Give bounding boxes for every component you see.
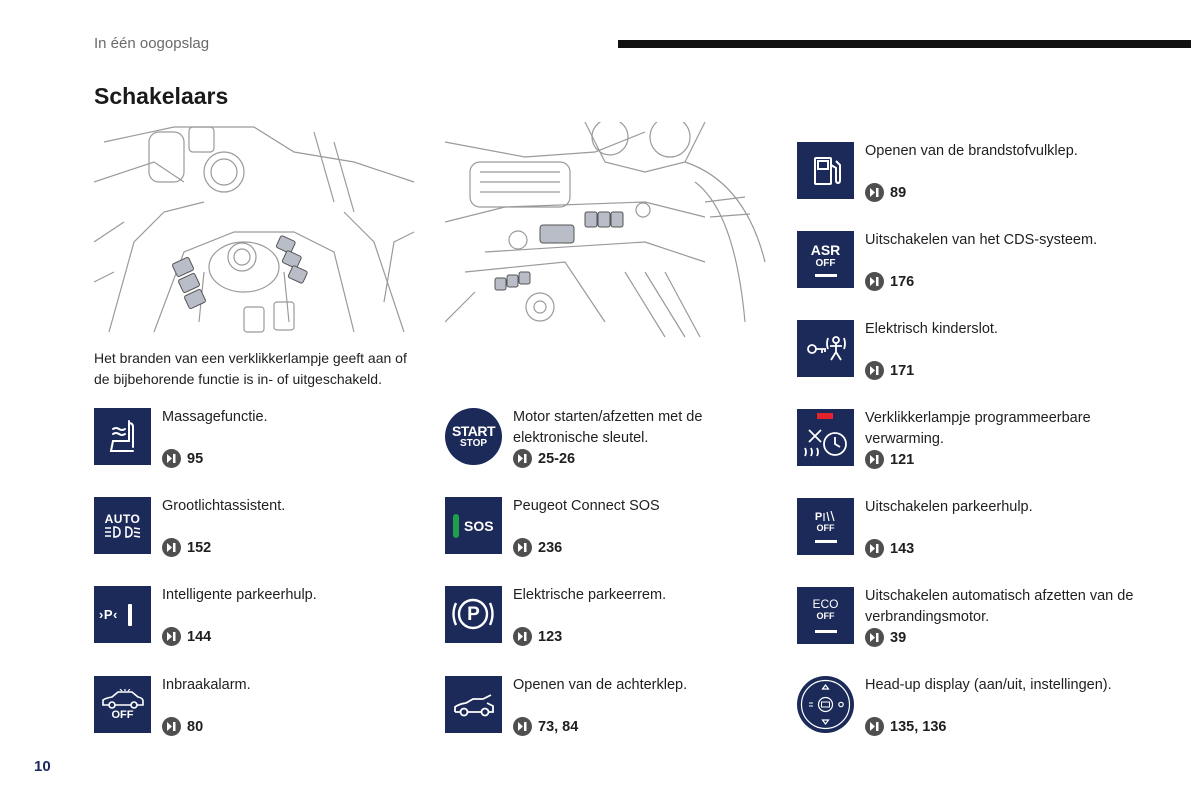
child-lock-icon[interactable] (797, 320, 854, 377)
item-label: Verklikkerlampje programmeerbare verwarming. (865, 410, 1091, 447)
page-ref-icon (865, 717, 884, 736)
item-label: Intelligente parkeerhulp. (162, 587, 317, 603)
page-ref-number: 89 (890, 184, 907, 201)
page-ref-icon (162, 717, 181, 736)
section-header: In één oogopslag (94, 35, 210, 52)
item-label: Elektrische parkeerrem. (513, 587, 667, 603)
item-programmable-heating (797, 409, 1127, 481)
item-start-stop (445, 408, 775, 480)
page-ref-icon (865, 628, 884, 647)
item-park-sensors (797, 498, 1127, 570)
off-text: OFF (111, 708, 134, 721)
item-head-up-display (797, 676, 1127, 748)
parking-brake-icon[interactable] (445, 586, 502, 643)
status-line (815, 274, 837, 277)
page-reference[interactable] (513, 717, 578, 736)
item-sos (445, 497, 775, 569)
item-label: Uitschakelen parkeerhulp. (865, 499, 1033, 515)
item-label: Peugeot Connect SOS (513, 498, 660, 514)
item-child-lock (797, 320, 1127, 392)
status-line (815, 540, 837, 543)
page-reference[interactable] (865, 539, 914, 558)
page-ref-icon (513, 717, 532, 736)
page-ref-number: 144 (187, 628, 212, 645)
heating-led (817, 413, 833, 419)
status-line (815, 630, 837, 633)
park-assist-text: ›P‹ (99, 607, 118, 622)
page-reference[interactable] (865, 183, 906, 202)
park-sensors-off-icon[interactable] (797, 498, 854, 555)
item-park-assist (94, 586, 424, 658)
page-number: 10 (34, 758, 51, 775)
page-ref-number: 73, 84 (538, 718, 579, 735)
tailgate-icon[interactable] (445, 676, 502, 733)
item-label: Elektrisch kinderslot. (865, 321, 998, 337)
item-high-beam-assist (94, 497, 424, 569)
p-text: P (467, 603, 480, 625)
sos-icon[interactable] (445, 497, 502, 554)
item-label: Inbraakalarm. (162, 677, 251, 693)
page-ref-number: 176 (890, 273, 915, 290)
page-ref-icon (865, 361, 884, 380)
off-text: OFF (815, 257, 836, 269)
page-reference[interactable] (865, 450, 914, 469)
item-label: Head-up display (aan/uit, instellingen). (865, 677, 1112, 693)
item-label: Uitschakelen van het CDS-systeem. (865, 232, 1098, 248)
indicator-note: Het branden van een verklikkerlampje geeft aan of de bijbehorende functie is in- of uitgeschakeld. (94, 350, 407, 387)
page-ref-number: 171 (890, 362, 915, 379)
eco-text: ECO (812, 597, 839, 611)
page-reference[interactable] (865, 361, 914, 380)
item-fuel-flap (797, 142, 1127, 214)
off-text: OFF (816, 611, 835, 621)
head-up-display-icon[interactable] (797, 676, 854, 733)
page-ref-icon (513, 538, 532, 557)
asr-off-icon[interactable] (797, 231, 854, 288)
item-label: Openen van de brandstofvulklep. (865, 143, 1078, 159)
item-alarm (94, 676, 424, 748)
fuel-flap-icon[interactable] (797, 142, 854, 199)
auto-headlamp-icon[interactable] (94, 497, 151, 554)
programmable-heating-icon[interactable] (797, 409, 854, 466)
page-title: Schakelaars (94, 83, 229, 109)
page-reference[interactable] (162, 717, 203, 736)
item-parking-brake (445, 586, 775, 658)
page-ref-icon (162, 538, 181, 557)
page-ref-icon (865, 272, 884, 291)
item-eco (797, 587, 1134, 659)
page-ref-icon (162, 627, 181, 646)
page-ref-number: 135, 136 (890, 718, 947, 735)
page-reference[interactable] (162, 449, 203, 468)
off-text: OFF (816, 522, 835, 533)
item-label: Massagefunctie. (162, 409, 268, 425)
page-ref-icon (865, 450, 884, 469)
console-illustration (94, 122, 416, 338)
page-reference[interactable] (865, 272, 914, 291)
item-label: Motor starten/afzetten met de elektronische sleutel. (513, 409, 703, 446)
page-ref-icon (162, 449, 181, 468)
item-tailgate (445, 676, 775, 748)
page-reference[interactable] (513, 538, 562, 557)
page-reference[interactable] (865, 628, 906, 647)
item-label: Grootlichtassistent. (162, 498, 286, 514)
page-ref-icon (865, 539, 884, 558)
status-bar (128, 604, 132, 626)
item-asr (797, 231, 1127, 303)
page-ref-icon (865, 183, 884, 202)
page-ref-number: 236 (538, 539, 563, 556)
sos-led (453, 514, 459, 538)
page-reference[interactable] (162, 627, 211, 646)
park-assist-icon[interactable] (94, 586, 151, 643)
eco-off-icon[interactable] (797, 587, 854, 644)
page-ref-number: 39 (890, 629, 907, 646)
sensor-waves-icon (822, 511, 836, 523)
page-reference[interactable] (513, 627, 562, 646)
page-ref-number: 152 (187, 539, 212, 556)
page-ref-number: 123 (538, 628, 563, 645)
item-massage (94, 408, 424, 480)
page-ref-number: 25-26 (538, 450, 576, 467)
page-reference[interactable] (162, 538, 211, 557)
item-label: Uitschakelen automatisch afzetten van de verbrandingsmotor. (865, 588, 1134, 625)
page-ref-number: 121 (890, 451, 915, 468)
page-ref-icon (513, 627, 532, 646)
sos-text: SOS (464, 517, 494, 534)
page-ref-icon (513, 449, 532, 468)
page-ref-number: 95 (187, 450, 204, 467)
stop-text: STOP (459, 437, 488, 449)
seat-massage-icon[interactable] (94, 408, 151, 465)
page-ref-number: 143 (890, 540, 915, 557)
asr-text: ASR (810, 241, 841, 258)
page-ref-number: 80 (187, 718, 204, 735)
page-reference[interactable] (513, 449, 575, 468)
p-text: P (814, 510, 823, 523)
item-label: Openen van de achterklep. (513, 677, 688, 693)
car-alarm-off-icon[interactable] (94, 676, 151, 733)
start-text: START (451, 422, 496, 439)
dashboard-illustration (445, 122, 768, 338)
park-sensor-symbol (815, 511, 836, 523)
page-reference[interactable] (865, 717, 946, 736)
start-stop-icon[interactable] (445, 408, 502, 465)
header-rule (618, 40, 1191, 48)
auto-text: AUTO (104, 511, 141, 526)
